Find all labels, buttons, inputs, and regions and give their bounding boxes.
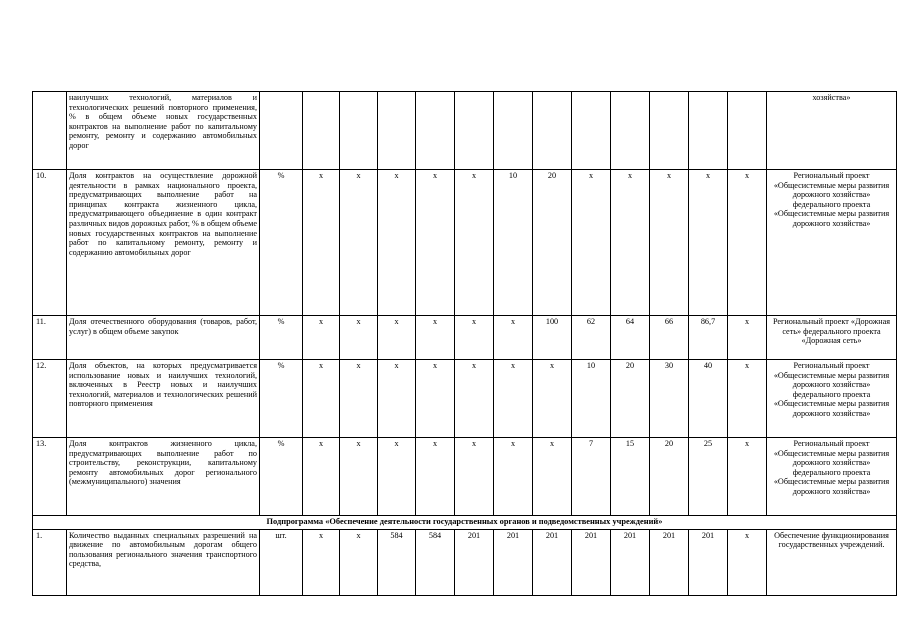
value-cell: 584 <box>378 529 416 595</box>
indicator-name: Количество выданных специальных разрешений на движение по автомобильным дорогам общего пользования регионального значения транспортного средства, <box>67 529 260 595</box>
value-cell: 15 <box>611 438 650 516</box>
value-cell: 62 <box>572 316 611 360</box>
value-cell: x <box>494 316 533 360</box>
value-cell: 201 <box>494 529 533 595</box>
value-cell: 7 <box>572 438 611 516</box>
value-cell: 86,7 <box>689 316 728 360</box>
value-cell: x <box>378 360 416 438</box>
source-cell: хозяйства» <box>767 92 897 170</box>
value-cell: x <box>494 360 533 438</box>
row-number: 1. <box>33 529 67 595</box>
value-cell: x <box>378 316 416 360</box>
value-cell: x <box>455 360 494 438</box>
value-cell: 201 <box>650 529 689 595</box>
value-cell: x <box>378 170 416 316</box>
value-cell: 64 <box>611 316 650 360</box>
value-cell: x <box>728 360 767 438</box>
value-cell: x <box>416 360 455 438</box>
value-cell: x <box>416 316 455 360</box>
table-body <box>33 92 897 596</box>
value-cell: 584 <box>416 529 455 595</box>
value-cell: x <box>533 360 572 438</box>
value-cell <box>728 92 767 170</box>
subprogram-row <box>33 516 897 530</box>
value-cell: x <box>303 438 340 516</box>
value-cell: x <box>728 529 767 595</box>
source-cell: Региональный проект «Общесистемные меры развития дорожного хозяйства» федерального проекта «Общесистемные меры развития дорожного хозяйства» <box>767 360 897 438</box>
indicators-table-page <box>32 91 897 596</box>
value-cell <box>378 92 416 170</box>
table-row <box>33 170 897 316</box>
value-cell: x <box>494 438 533 516</box>
value-cell: 10 <box>572 360 611 438</box>
table-row <box>33 92 897 170</box>
value-cell: x <box>416 170 455 316</box>
value-cell <box>611 92 650 170</box>
value-cell: 20 <box>533 170 572 316</box>
indicators-table <box>32 91 897 596</box>
source-cell: Обеспечение функционирования государственных учреждений. <box>767 529 897 595</box>
value-cell: x <box>611 170 650 316</box>
unit-cell: % <box>260 438 303 516</box>
row-number: 13. <box>33 438 67 516</box>
value-cell <box>650 92 689 170</box>
value-cell: x <box>572 170 611 316</box>
value-cell: 201 <box>611 529 650 595</box>
value-cell: 20 <box>650 438 689 516</box>
value-cell: x <box>340 438 378 516</box>
unit-cell: % <box>260 316 303 360</box>
value-cell: x <box>303 360 340 438</box>
value-cell: x <box>650 170 689 316</box>
indicator-name: Доля контрактов на осуществление дорожной деятельности в рамках национального проекта, предусматривающих выполнение работ на принципах контракта жизненного цикла, предусматривающего объединение в один контракт различных видов дорожных работ, % в общем объеме новых государственных контрактов на выполнение работ по капитальному ремонту, ремонту и содержанию автомобильных дорог <box>67 170 260 316</box>
row-number: 12. <box>33 360 67 438</box>
value-cell: x <box>340 529 378 595</box>
table-row <box>33 438 897 516</box>
source-cell: Региональный проект «Общесистемные меры развития дорожного хозяйства» федерального проекта «Общесистемные меры развития дорожного хозяйства» <box>767 170 897 316</box>
unit-cell: % <box>260 360 303 438</box>
unit-cell <box>260 92 303 170</box>
value-cell: x <box>455 170 494 316</box>
row-number <box>33 92 67 170</box>
row-number: 11. <box>33 316 67 360</box>
value-cell: 100 <box>533 316 572 360</box>
value-cell: 40 <box>689 360 728 438</box>
value-cell <box>494 92 533 170</box>
value-cell: 30 <box>650 360 689 438</box>
value-cell: x <box>303 316 340 360</box>
value-cell: 201 <box>455 529 494 595</box>
value-cell: x <box>340 360 378 438</box>
value-cell: 25 <box>689 438 728 516</box>
unit-cell: шт. <box>260 529 303 595</box>
table-row <box>33 360 897 438</box>
value-cell: 201 <box>572 529 611 595</box>
indicator-name: Доля контрактов жизненного цикла, предусматривающих выполнение работ по строительству, реконструкции, капитальному ремонту автомобильных дорог регионального (межмуниципального) значения <box>67 438 260 516</box>
indicator-name: наилучших технологий, материалов и технологических решений повторного применения, % в общем объеме новых государственных контрактов на выполнение работ по капитальному ремонту, ремонту и содержанию автомобильных дорог <box>67 92 260 170</box>
value-cell <box>455 92 494 170</box>
value-cell: 10 <box>494 170 533 316</box>
value-cell: x <box>728 438 767 516</box>
value-cell: x <box>303 170 340 316</box>
value-cell: 201 <box>689 529 728 595</box>
indicator-name: Доля объектов, на которых предусматривается использование новых и наилучших технологий, включенных в Реестр новых и наилучших технологий, материалов и технологических решений повторного применения <box>67 360 260 438</box>
value-cell: x <box>689 170 728 316</box>
table-row <box>33 529 897 595</box>
subprogram-title: Подпрограмма «Обеспечение деятельности государственных органов и подведомственных учреждений» <box>33 516 897 530</box>
value-cell <box>340 92 378 170</box>
value-cell <box>416 92 455 170</box>
value-cell: x <box>340 316 378 360</box>
value-cell: x <box>455 438 494 516</box>
row-number: 10. <box>33 170 67 316</box>
value-cell: x <box>728 170 767 316</box>
source-cell: Региональный проект «Общесистемные меры развития дорожного хозяйства» федерального проекта «Общесистемные меры развития дорожного хозяйства» <box>767 438 897 516</box>
value-cell <box>303 92 340 170</box>
value-cell: 20 <box>611 360 650 438</box>
value-cell: 66 <box>650 316 689 360</box>
value-cell: x <box>378 438 416 516</box>
unit-cell: % <box>260 170 303 316</box>
value-cell: x <box>340 170 378 316</box>
value-cell: x <box>533 438 572 516</box>
table-row <box>33 316 897 360</box>
value-cell <box>572 92 611 170</box>
value-cell: x <box>455 316 494 360</box>
value-cell <box>533 92 572 170</box>
indicator-name: Доля отечественного оборудования (товаров, работ, услуг) в общем объеме закупок <box>67 316 260 360</box>
value-cell <box>689 92 728 170</box>
value-cell: 201 <box>533 529 572 595</box>
value-cell: x <box>303 529 340 595</box>
source-cell: Региональный проект «Дорожная сеть» федерального проекта «Дорожная сеть» <box>767 316 897 360</box>
value-cell: x <box>728 316 767 360</box>
value-cell: x <box>416 438 455 516</box>
